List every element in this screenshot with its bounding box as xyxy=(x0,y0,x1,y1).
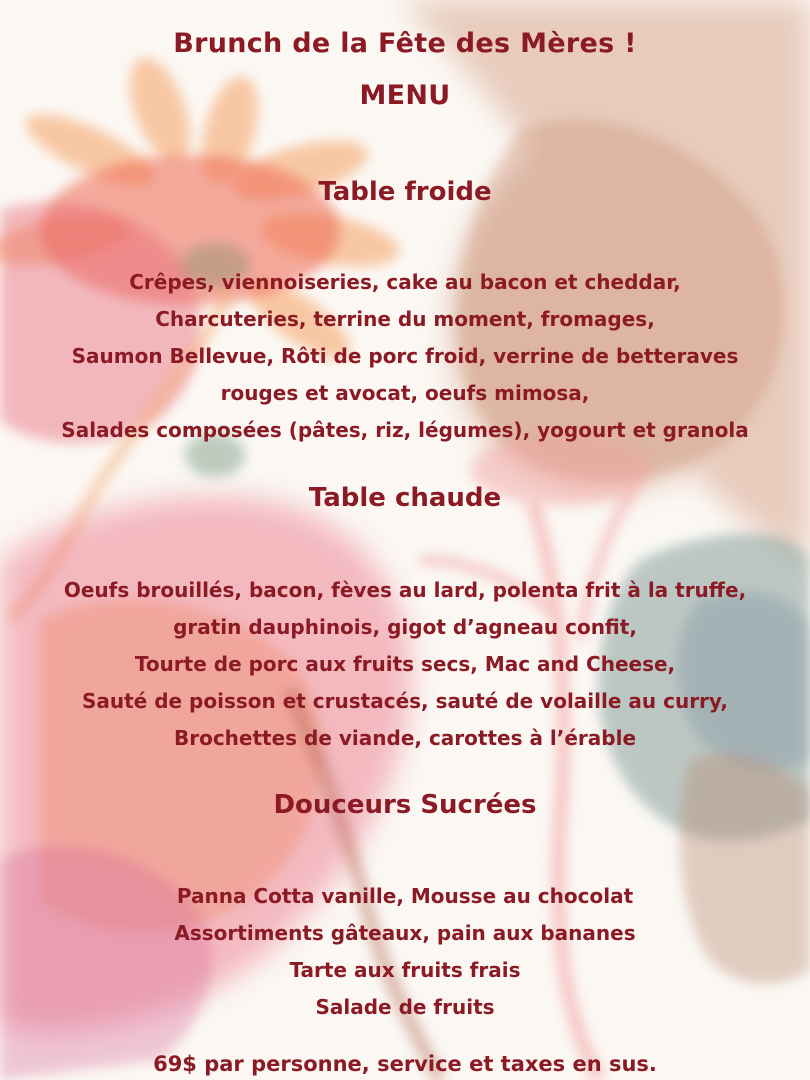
menu-subtitle: MENU xyxy=(359,80,451,111)
hot-item-line: Tourte de porc aux fruits secs, Mac and Cheese, xyxy=(134,652,676,676)
section-heading-desserts: Douceurs Sucrées xyxy=(273,790,537,820)
dessert-item-line: Salade de fruits xyxy=(315,995,495,1019)
section-heading-cold: Table froide xyxy=(318,177,492,207)
hot-item-line: Oeufs brouillés, bacon, fèves au lard, polenta frit à la truffe, xyxy=(63,578,747,602)
dessert-item-line: Tarte aux fruits frais xyxy=(289,958,521,982)
dessert-item-line: Panna Cotta vanille, Mousse au chocolat xyxy=(176,884,634,908)
hot-item-line: Brochettes de viande, carottes à l’érable xyxy=(173,726,637,750)
cold-item-line: Saumon Bellevue, Rôti de porc froid, verrine de betteraves xyxy=(71,344,739,368)
hot-item-line: gratin dauphinois, gigot d’agneau confit, xyxy=(173,615,637,639)
menu-title: Brunch de la Fête des Mères ! xyxy=(173,28,637,59)
price-note: 69$ par personne, service et taxes en sus. xyxy=(153,1052,657,1076)
cold-item-line: Salades composées (pâtes, riz, légumes), yogourt et granola xyxy=(61,418,749,442)
cold-item-line: Charcuteries, terrine du moment, fromages, xyxy=(155,307,655,331)
dessert-item-line: Assortiments gâteaux, pain aux bananes xyxy=(174,921,636,945)
section-heading-hot: Table chaude xyxy=(308,483,502,513)
cold-item-line: Crêpes, viennoiseries, cake au bacon et cheddar, xyxy=(129,270,681,294)
cold-item-line: rouges et avocat, oeufs mimosa, xyxy=(220,381,590,405)
hot-item-line: Sauté de poisson et crustacés, sauté de volaille au curry, xyxy=(81,689,728,713)
